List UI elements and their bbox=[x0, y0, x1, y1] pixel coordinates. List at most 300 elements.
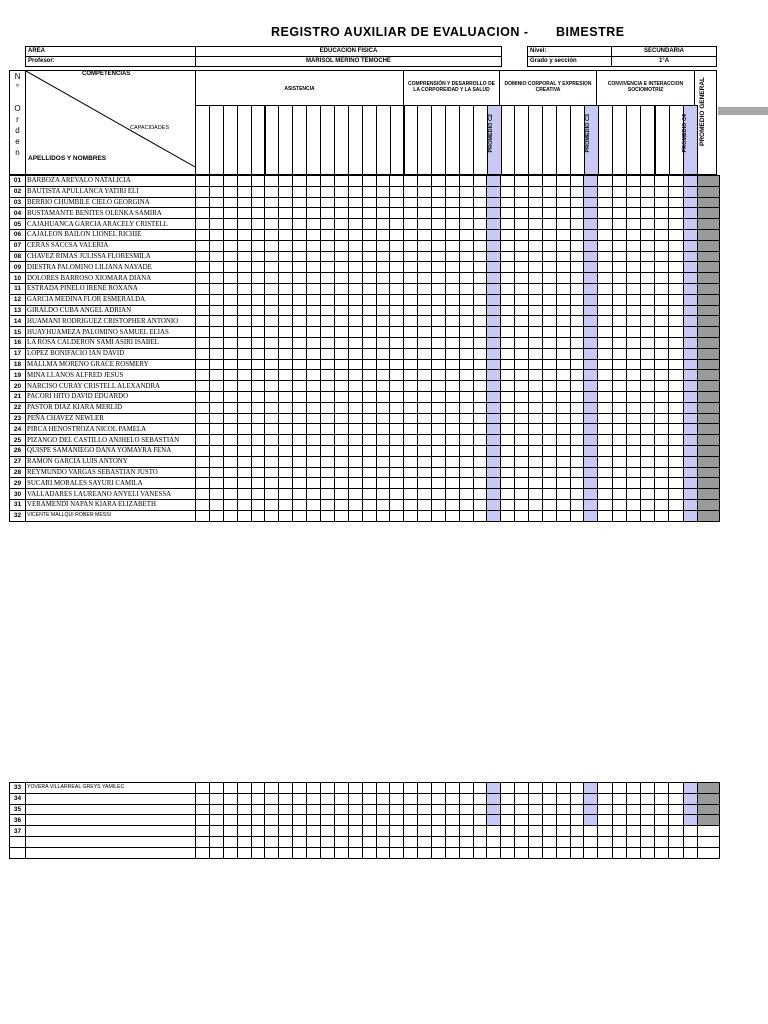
grade-cell[interactable] bbox=[376, 273, 390, 284]
grade-cell[interactable] bbox=[209, 402, 223, 413]
grade-cell[interactable] bbox=[529, 208, 543, 219]
grade-cell[interactable] bbox=[293, 176, 307, 187]
grade-cell[interactable] bbox=[473, 273, 487, 284]
grade-cell[interactable] bbox=[279, 836, 293, 847]
student-name[interactable]: CHAVEZ RIMAS JULISSA FLORESMILA bbox=[26, 251, 196, 262]
grade-cell[interactable] bbox=[404, 370, 418, 381]
grade-cell[interactable] bbox=[641, 197, 655, 208]
grade-cell[interactable] bbox=[529, 370, 543, 381]
grade-cell[interactable] bbox=[570, 294, 584, 305]
grade-cell[interactable] bbox=[348, 197, 362, 208]
grade-cell[interactable] bbox=[334, 316, 348, 327]
grade-cell[interactable] bbox=[473, 424, 487, 435]
grade-cell[interactable] bbox=[598, 229, 612, 240]
grade-cell[interactable] bbox=[404, 445, 418, 456]
promedio-cell[interactable] bbox=[487, 391, 501, 402]
promedio-general-cell[interactable] bbox=[697, 804, 719, 815]
grade-cell[interactable] bbox=[556, 499, 570, 510]
grade-cell[interactable] bbox=[459, 251, 473, 262]
grade-cell[interactable] bbox=[641, 262, 655, 273]
grade-cell[interactable] bbox=[459, 294, 473, 305]
grade-cell[interactable] bbox=[655, 327, 669, 338]
grade-cell[interactable] bbox=[669, 467, 683, 478]
grade-cell[interactable] bbox=[459, 229, 473, 240]
grade-cell[interactable] bbox=[390, 804, 404, 815]
promedio-cell[interactable] bbox=[487, 327, 501, 338]
grade-cell[interactable] bbox=[196, 804, 210, 815]
grade-cell[interactable] bbox=[223, 489, 237, 500]
grade-cell[interactable] bbox=[612, 197, 626, 208]
grade-cell[interactable] bbox=[598, 208, 612, 219]
grade-cell[interactable] bbox=[196, 793, 210, 804]
grade-cell[interactable] bbox=[556, 836, 570, 847]
promedio-general-cell[interactable] bbox=[697, 273, 719, 284]
grade-cell[interactable] bbox=[515, 316, 529, 327]
promedio-general-cell[interactable] bbox=[697, 815, 719, 826]
grade-cell[interactable] bbox=[556, 186, 570, 197]
grade-cell[interactable] bbox=[223, 337, 237, 348]
grade-cell[interactable] bbox=[542, 316, 556, 327]
student-name[interactable]: PASTOR DIAZ KIARA MERLID bbox=[26, 402, 196, 413]
grade-cell[interactable] bbox=[641, 826, 655, 837]
grade-cell[interactable] bbox=[445, 176, 459, 187]
grade-cell[interactable] bbox=[334, 391, 348, 402]
grade-cell[interactable] bbox=[556, 510, 570, 521]
grade-cell[interactable] bbox=[209, 435, 223, 446]
grade-cell[interactable] bbox=[542, 847, 556, 858]
grade-cell[interactable] bbox=[556, 826, 570, 837]
grade-cell[interactable] bbox=[612, 273, 626, 284]
grade-cell[interactable] bbox=[570, 240, 584, 251]
grade-cell[interactable] bbox=[196, 489, 210, 500]
grade-cell[interactable] bbox=[655, 435, 669, 446]
grade-cell[interactable] bbox=[669, 836, 683, 847]
grade-cell[interactable] bbox=[321, 424, 335, 435]
grade-cell[interactable] bbox=[459, 793, 473, 804]
grade-cell[interactable] bbox=[641, 402, 655, 413]
grade-cell[interactable] bbox=[376, 208, 390, 219]
grade-cell[interactable] bbox=[445, 197, 459, 208]
grade-cell[interactable] bbox=[598, 219, 612, 230]
grade-cell[interactable] bbox=[293, 327, 307, 338]
grade-cell[interactable] bbox=[432, 262, 446, 273]
grade-cell[interactable] bbox=[432, 359, 446, 370]
grade-cell[interactable] bbox=[473, 456, 487, 467]
grade-cell[interactable] bbox=[501, 316, 515, 327]
grade-cell[interactable] bbox=[556, 847, 570, 858]
grade-cell[interactable] bbox=[209, 219, 223, 230]
grade-cell[interactable] bbox=[362, 273, 376, 284]
grade-cell[interactable] bbox=[321, 283, 335, 294]
grade-cell[interactable] bbox=[404, 510, 418, 521]
grade-cell[interactable] bbox=[641, 176, 655, 187]
grade-cell[interactable] bbox=[390, 489, 404, 500]
grade-cell[interactable] bbox=[223, 510, 237, 521]
grade-cell[interactable] bbox=[445, 424, 459, 435]
student-name[interactable] bbox=[26, 815, 196, 826]
grade-cell[interactable] bbox=[293, 229, 307, 240]
grade-cell[interactable] bbox=[473, 337, 487, 348]
grade-cell[interactable] bbox=[626, 424, 640, 435]
grade-cell[interactable] bbox=[501, 262, 515, 273]
grade-cell[interactable] bbox=[209, 327, 223, 338]
grade-cell[interactable] bbox=[626, 510, 640, 521]
grade-cell[interactable] bbox=[251, 348, 265, 359]
grade-cell[interactable] bbox=[307, 424, 321, 435]
grade-cell[interactable] bbox=[390, 847, 404, 858]
grade-cell[interactable] bbox=[362, 826, 376, 837]
grade-cell[interactable] bbox=[473, 359, 487, 370]
grade-cell[interactable] bbox=[556, 240, 570, 251]
grade-cell[interactable] bbox=[279, 424, 293, 435]
grade-cell[interactable] bbox=[529, 478, 543, 489]
grade-cell[interactable] bbox=[669, 489, 683, 500]
grade-cell[interactable] bbox=[515, 783, 529, 794]
grade-cell[interactable] bbox=[265, 804, 279, 815]
promedio-cell[interactable] bbox=[487, 478, 501, 489]
grade-cell[interactable] bbox=[529, 815, 543, 826]
grade-cell[interactable] bbox=[515, 359, 529, 370]
grade-cell[interactable] bbox=[445, 229, 459, 240]
grade-cell[interactable] bbox=[598, 251, 612, 262]
grade-cell[interactable] bbox=[348, 337, 362, 348]
promedio-cell[interactable] bbox=[487, 793, 501, 804]
grade-cell[interactable] bbox=[321, 467, 335, 478]
grade-cell[interactable] bbox=[501, 478, 515, 489]
grade-cell[interactable] bbox=[445, 262, 459, 273]
grade-cell[interactable] bbox=[473, 435, 487, 446]
grade-cell[interactable] bbox=[334, 240, 348, 251]
grade-cell[interactable] bbox=[669, 815, 683, 826]
grade-cell[interactable] bbox=[321, 499, 335, 510]
grade-cell[interactable] bbox=[612, 424, 626, 435]
grade-cell[interactable] bbox=[473, 510, 487, 521]
grade-cell[interactable] bbox=[432, 186, 446, 197]
grade-cell[interactable] bbox=[432, 445, 446, 456]
promedio-cell[interactable] bbox=[683, 316, 697, 327]
promedio-cell[interactable] bbox=[487, 197, 501, 208]
grade-cell[interactable] bbox=[334, 783, 348, 794]
grade-cell[interactable] bbox=[348, 456, 362, 467]
grade-cell[interactable] bbox=[265, 413, 279, 424]
grade-cell[interactable] bbox=[348, 262, 362, 273]
grade-cell[interactable] bbox=[376, 251, 390, 262]
grade-cell[interactable] bbox=[641, 348, 655, 359]
grade-cell[interactable] bbox=[501, 836, 515, 847]
grade-cell[interactable] bbox=[307, 283, 321, 294]
grade-cell[interactable] bbox=[196, 229, 210, 240]
grade-cell[interactable] bbox=[223, 402, 237, 413]
grade-cell[interactable] bbox=[529, 836, 543, 847]
grade-cell[interactable] bbox=[334, 836, 348, 847]
grade-cell[interactable] bbox=[432, 499, 446, 510]
grade-cell[interactable] bbox=[196, 305, 210, 316]
grade-cell[interactable] bbox=[321, 804, 335, 815]
grade-cell[interactable] bbox=[334, 337, 348, 348]
grade-cell[interactable] bbox=[251, 316, 265, 327]
grade-cell[interactable] bbox=[669, 783, 683, 794]
grade-cell[interactable] bbox=[196, 424, 210, 435]
grade-cell[interactable] bbox=[529, 262, 543, 273]
promedio-cell[interactable] bbox=[683, 262, 697, 273]
grade-cell[interactable] bbox=[473, 391, 487, 402]
grade-cell[interactable] bbox=[321, 186, 335, 197]
grade-cell[interactable] bbox=[432, 836, 446, 847]
grade-cell[interactable] bbox=[515, 826, 529, 837]
grade-cell[interactable] bbox=[251, 262, 265, 273]
grade-cell[interactable] bbox=[655, 804, 669, 815]
grade-cell[interactable] bbox=[265, 305, 279, 316]
grade-cell[interactable] bbox=[641, 219, 655, 230]
grade-cell[interactable] bbox=[321, 381, 335, 392]
grade-cell[interactable] bbox=[237, 402, 251, 413]
grade-cell[interactable] bbox=[223, 251, 237, 262]
promedio-general-cell[interactable] bbox=[697, 327, 719, 338]
grade-cell[interactable] bbox=[445, 435, 459, 446]
grade-cell[interactable] bbox=[598, 815, 612, 826]
promedio-cell[interactable] bbox=[683, 391, 697, 402]
grade-cell[interactable] bbox=[348, 510, 362, 521]
grade-cell[interactable] bbox=[655, 370, 669, 381]
grade-cell[interactable] bbox=[641, 381, 655, 392]
grade-cell[interactable] bbox=[293, 424, 307, 435]
grade-cell[interactable] bbox=[501, 847, 515, 858]
grade-cell[interactable] bbox=[432, 197, 446, 208]
grade-cell[interactable] bbox=[376, 359, 390, 370]
grade-cell[interactable] bbox=[265, 435, 279, 446]
grade-cell[interactable] bbox=[669, 793, 683, 804]
promedio-cell[interactable] bbox=[683, 273, 697, 284]
grade-cell[interactable] bbox=[418, 283, 432, 294]
grade-cell[interactable] bbox=[570, 424, 584, 435]
grade-cell[interactable] bbox=[223, 370, 237, 381]
grade-cell[interactable] bbox=[515, 381, 529, 392]
grade-cell[interactable] bbox=[293, 381, 307, 392]
promedio-cell[interactable] bbox=[487, 445, 501, 456]
grade-cell[interactable] bbox=[362, 456, 376, 467]
grade-cell[interactable] bbox=[598, 804, 612, 815]
grade-cell[interactable] bbox=[404, 197, 418, 208]
grade-cell[interactable] bbox=[655, 381, 669, 392]
grade-cell[interactable] bbox=[669, 435, 683, 446]
grade-cell[interactable] bbox=[626, 208, 640, 219]
grade-cell[interactable] bbox=[570, 316, 584, 327]
student-name[interactable]: PIZANGO DEL CASTILLO ANJHELO SEBASTIAN bbox=[26, 435, 196, 446]
grade-cell[interactable] bbox=[223, 348, 237, 359]
grade-cell[interactable] bbox=[612, 793, 626, 804]
grade-cell[interactable] bbox=[542, 219, 556, 230]
grade-cell[interactable] bbox=[404, 219, 418, 230]
grade-cell[interactable] bbox=[251, 240, 265, 251]
promedio-cell[interactable] bbox=[487, 836, 501, 847]
grade-cell[interactable] bbox=[321, 327, 335, 338]
grade-cell[interactable] bbox=[515, 499, 529, 510]
grade-cell[interactable] bbox=[612, 445, 626, 456]
grade-cell[interactable] bbox=[418, 793, 432, 804]
grade-cell[interactable] bbox=[237, 359, 251, 370]
grade-cell[interactable] bbox=[348, 176, 362, 187]
grade-cell[interactable] bbox=[612, 499, 626, 510]
grade-cell[interactable] bbox=[376, 337, 390, 348]
grade-cell[interactable] bbox=[307, 783, 321, 794]
grade-cell[interactable] bbox=[265, 294, 279, 305]
grade-cell[interactable] bbox=[626, 467, 640, 478]
grade-cell[interactable] bbox=[445, 283, 459, 294]
grade-cell[interactable] bbox=[390, 251, 404, 262]
grade-cell[interactable] bbox=[362, 783, 376, 794]
grade-cell[interactable] bbox=[307, 381, 321, 392]
grade-cell[interactable] bbox=[669, 424, 683, 435]
grade-cell[interactable] bbox=[223, 847, 237, 858]
grade-cell[interactable] bbox=[265, 273, 279, 284]
grade-cell[interactable] bbox=[570, 402, 584, 413]
grade-cell[interactable] bbox=[501, 229, 515, 240]
grade-cell[interactable] bbox=[251, 793, 265, 804]
promedio-cell[interactable] bbox=[683, 370, 697, 381]
grade-cell[interactable] bbox=[459, 208, 473, 219]
grade-cell[interactable] bbox=[432, 391, 446, 402]
grade-cell[interactable] bbox=[612, 435, 626, 446]
grade-cell[interactable] bbox=[404, 826, 418, 837]
grade-cell[interactable] bbox=[626, 316, 640, 327]
grade-cell[interactable] bbox=[348, 348, 362, 359]
grade-cell[interactable] bbox=[445, 836, 459, 847]
grade-cell[interactable] bbox=[348, 359, 362, 370]
grade-cell[interactable] bbox=[418, 499, 432, 510]
grade-cell[interactable] bbox=[612, 467, 626, 478]
grade-cell[interactable] bbox=[612, 262, 626, 273]
student-name[interactable] bbox=[26, 793, 196, 804]
grade-cell[interactable] bbox=[390, 316, 404, 327]
grade-cell[interactable] bbox=[501, 804, 515, 815]
grade-cell[interactable] bbox=[279, 327, 293, 338]
student-name[interactable]: BUSTAMANTE BENITES OLENKA SAMIRA bbox=[26, 208, 196, 219]
grade-cell[interactable] bbox=[209, 391, 223, 402]
grade-cell[interactable] bbox=[265, 262, 279, 273]
grade-cell[interactable] bbox=[209, 793, 223, 804]
grade-cell[interactable] bbox=[655, 283, 669, 294]
promedio-general-cell[interactable] bbox=[697, 489, 719, 500]
grade-cell[interactable] bbox=[612, 478, 626, 489]
grade-cell[interactable] bbox=[390, 294, 404, 305]
grade-cell[interactable] bbox=[223, 804, 237, 815]
student-name[interactable]: VERAMENDI NAPAN KIARA ELIZABETH bbox=[26, 499, 196, 510]
grade-cell[interactable] bbox=[293, 337, 307, 348]
grade-cell[interactable] bbox=[293, 478, 307, 489]
grade-cell[interactable] bbox=[390, 197, 404, 208]
grade-cell[interactable] bbox=[515, 197, 529, 208]
grade-cell[interactable] bbox=[570, 391, 584, 402]
promedio-cell[interactable] bbox=[683, 413, 697, 424]
grade-cell[interactable] bbox=[348, 273, 362, 284]
grade-cell[interactable] bbox=[459, 381, 473, 392]
grade-cell[interactable] bbox=[334, 467, 348, 478]
grade-cell[interactable] bbox=[196, 359, 210, 370]
grade-cell[interactable] bbox=[237, 240, 251, 251]
grade-cell[interactable] bbox=[515, 391, 529, 402]
grade-cell[interactable] bbox=[641, 435, 655, 446]
grade-cell[interactable] bbox=[612, 815, 626, 826]
promedio-cell[interactable] bbox=[487, 435, 501, 446]
grade-cell[interactable] bbox=[223, 826, 237, 837]
grade-cell[interactable] bbox=[293, 305, 307, 316]
promedio-general-cell[interactable] bbox=[697, 316, 719, 327]
grade-cell[interactable] bbox=[223, 456, 237, 467]
grade-cell[interactable] bbox=[196, 815, 210, 826]
grade-cell[interactable] bbox=[556, 197, 570, 208]
grade-cell[interactable] bbox=[459, 826, 473, 837]
promedio-cell[interactable] bbox=[683, 783, 697, 794]
grade-cell[interactable] bbox=[501, 391, 515, 402]
grade-cell[interactable] bbox=[404, 381, 418, 392]
grade-cell[interactable] bbox=[265, 478, 279, 489]
grade-cell[interactable] bbox=[362, 359, 376, 370]
grade-cell[interactable] bbox=[655, 197, 669, 208]
grade-cell[interactable] bbox=[251, 381, 265, 392]
grade-cell[interactable] bbox=[445, 826, 459, 837]
grade-cell[interactable] bbox=[641, 413, 655, 424]
grade-cell[interactable] bbox=[598, 783, 612, 794]
promedio-cell[interactable] bbox=[584, 219, 598, 230]
grade-cell[interactable] bbox=[529, 348, 543, 359]
grade-cell[interactable] bbox=[432, 478, 446, 489]
grade-cell[interactable] bbox=[501, 510, 515, 521]
grade-cell[interactable] bbox=[542, 804, 556, 815]
grade-cell[interactable] bbox=[515, 186, 529, 197]
grade-cell[interactable] bbox=[556, 424, 570, 435]
grade-cell[interactable] bbox=[237, 793, 251, 804]
promedio-cell[interactable] bbox=[584, 804, 598, 815]
grade-cell[interactable] bbox=[529, 489, 543, 500]
grade-cell[interactable] bbox=[209, 240, 223, 251]
grade-cell[interactable] bbox=[334, 478, 348, 489]
grade-cell[interactable] bbox=[237, 804, 251, 815]
grade-cell[interactable] bbox=[390, 262, 404, 273]
grade-cell[interactable] bbox=[390, 229, 404, 240]
grade-cell[interactable] bbox=[529, 499, 543, 510]
promedio-cell[interactable] bbox=[683, 804, 697, 815]
grade-cell[interactable] bbox=[362, 327, 376, 338]
grade-cell[interactable] bbox=[529, 219, 543, 230]
student-name[interactable]: DIESTRA PALOMINO LILIANA NAYADE bbox=[26, 262, 196, 273]
promedio-general-cell[interactable] bbox=[697, 793, 719, 804]
grade-cell[interactable] bbox=[529, 305, 543, 316]
grade-cell[interactable] bbox=[307, 478, 321, 489]
grade-cell[interactable] bbox=[445, 316, 459, 327]
student-name[interactable]: VALLADARES LAUREANO ANYELI VANESSA bbox=[26, 489, 196, 500]
promedio-cell[interactable] bbox=[487, 316, 501, 327]
grade-cell[interactable] bbox=[570, 262, 584, 273]
grade-cell[interactable] bbox=[570, 445, 584, 456]
grade-cell[interactable] bbox=[459, 489, 473, 500]
grade-cell[interactable] bbox=[432, 370, 446, 381]
grade-cell[interactable] bbox=[529, 240, 543, 251]
grade-cell[interactable] bbox=[473, 240, 487, 251]
grade-cell[interactable] bbox=[501, 815, 515, 826]
grade-cell[interactable] bbox=[669, 381, 683, 392]
grade-cell[interactable] bbox=[598, 391, 612, 402]
grade-cell[interactable] bbox=[348, 316, 362, 327]
grade-cell[interactable] bbox=[473, 847, 487, 858]
grade-cell[interactable] bbox=[362, 847, 376, 858]
grade-cell[interactable] bbox=[570, 176, 584, 187]
grade-cell[interactable] bbox=[418, 251, 432, 262]
grade-cell[interactable] bbox=[570, 273, 584, 284]
grade-cell[interactable] bbox=[445, 489, 459, 500]
grade-cell[interactable] bbox=[418, 456, 432, 467]
promedio-general-cell[interactable] bbox=[697, 413, 719, 424]
grade-cell[interactable] bbox=[279, 467, 293, 478]
